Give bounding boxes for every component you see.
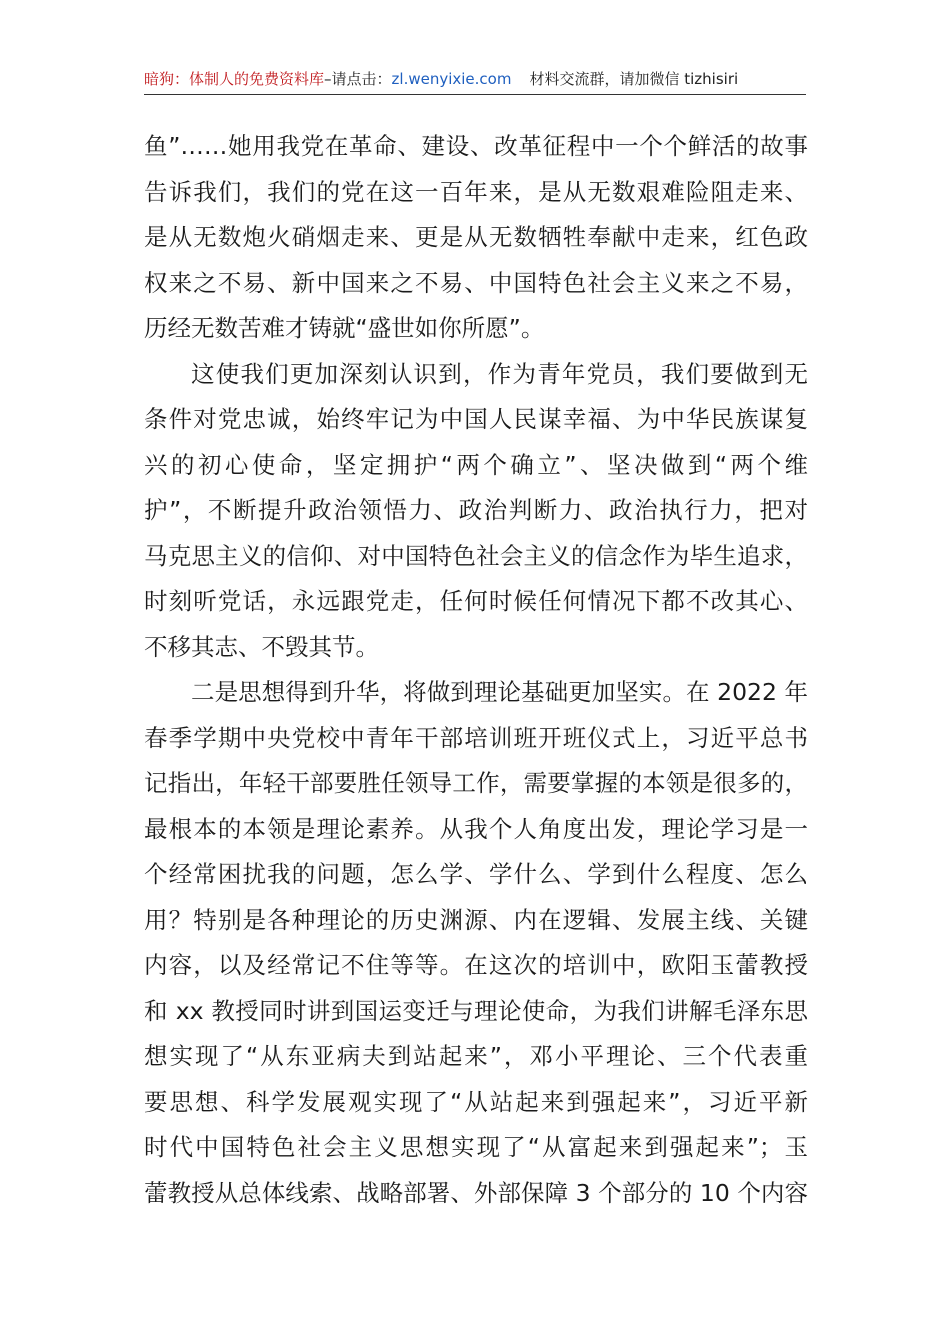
text-line: 个经常困扰我的问题，怎么学、学什么、学到什么程度、怎么 bbox=[144, 860, 808, 888]
text-line: 最根本的本领是理论素养。从我个人角度出发，理论学习是一 bbox=[144, 814, 808, 843]
header-link[interactable]: zl.wenyixie.com bbox=[391, 70, 512, 88]
text-line: 条件对党忠诚，始终牢记为中国人民谋幸福、为中华民族谋复 bbox=[144, 405, 808, 433]
text-line: 记指出，年轻干部要胜任领导工作，需要掌握的本领是很多的， bbox=[144, 769, 808, 797]
text-line: 要思想、科学发展观实现了“从站起来到强起来”，习近平新 bbox=[144, 1087, 808, 1116]
page-header bbox=[144, 66, 806, 95]
header-brand: 暗狗：体制人的免费资料库 bbox=[144, 70, 325, 88]
text-line: 春季学期中央党校中青年干部培训班开班仪式上，习近平总书 bbox=[144, 723, 808, 752]
header-prompt: –请点击： bbox=[324, 70, 392, 88]
text-line: 用？特别是各种理论的历史渊源、内在逻辑、发展主线、关键 bbox=[144, 905, 808, 934]
text-line: 时刻听党话，永远跟党走，任何时候任何情况下都不改其心、 bbox=[144, 587, 808, 615]
text-line: 马克思主义的信仰、对中国特色社会主义的信念作为毕生追求， bbox=[144, 541, 808, 570]
header-wechat-note: 材料交流群，请加微信 tizhisiri bbox=[529, 70, 739, 88]
text-line: 鱼”……她用我党在革命、建设、改革征程中一个个鲜活的故事 bbox=[144, 132, 808, 160]
text-line: 不移其志、不毁其节。 bbox=[144, 632, 379, 661]
text-line: 护”，不断提升政治领悟力、政治判断力、政治执行力，把对 bbox=[144, 496, 808, 524]
text-line: 是从无数炮火硝烟走来、更是从无数牺牲奉献中走来，红色政 bbox=[144, 223, 808, 251]
text-line: 和 xx 教授同时讲到国运变迁与理论使命，为我们讲解毛泽东思 bbox=[144, 996, 808, 1025]
text-line: 权来之不易、新中国来之不易、中国特色社会主义来之不易， bbox=[144, 268, 808, 297]
text-line: 蕾教授从总体线索、战略部署、外部保障 3 个部分的 10 个内容 bbox=[144, 1178, 808, 1207]
text-line: 兴的初心使命，坚定拥护“两个确立”、坚决做到“两个维 bbox=[144, 450, 808, 479]
paragraph-start-line: 这使我们更加深刻认识到，作为青年党员，我们要做到无 bbox=[191, 359, 808, 388]
text-line: 内容，以及经常记不住等等。在这次的培训中，欧阳玉蕾教授 bbox=[144, 951, 808, 979]
text-line: 告诉我们，我们的党在这一百年来，是从无数艰难险阻走来、 bbox=[144, 177, 808, 206]
paragraph-start-line: 二是思想得到升华，将做到理论基础更加坚实。在 2022 年 bbox=[191, 678, 808, 706]
document-body bbox=[144, 124, 808, 1216]
text-line: 历经无数苦难才铸就“盛世如你所愿”。 bbox=[144, 314, 545, 342]
text-line: 想实现了“从东亚病夫到站起来”，邓小平理论、三个代表重 bbox=[144, 1042, 808, 1070]
text-line: 时代中国特色社会主义思想实现了“从富起来到强起来”；玉 bbox=[144, 1133, 808, 1161]
